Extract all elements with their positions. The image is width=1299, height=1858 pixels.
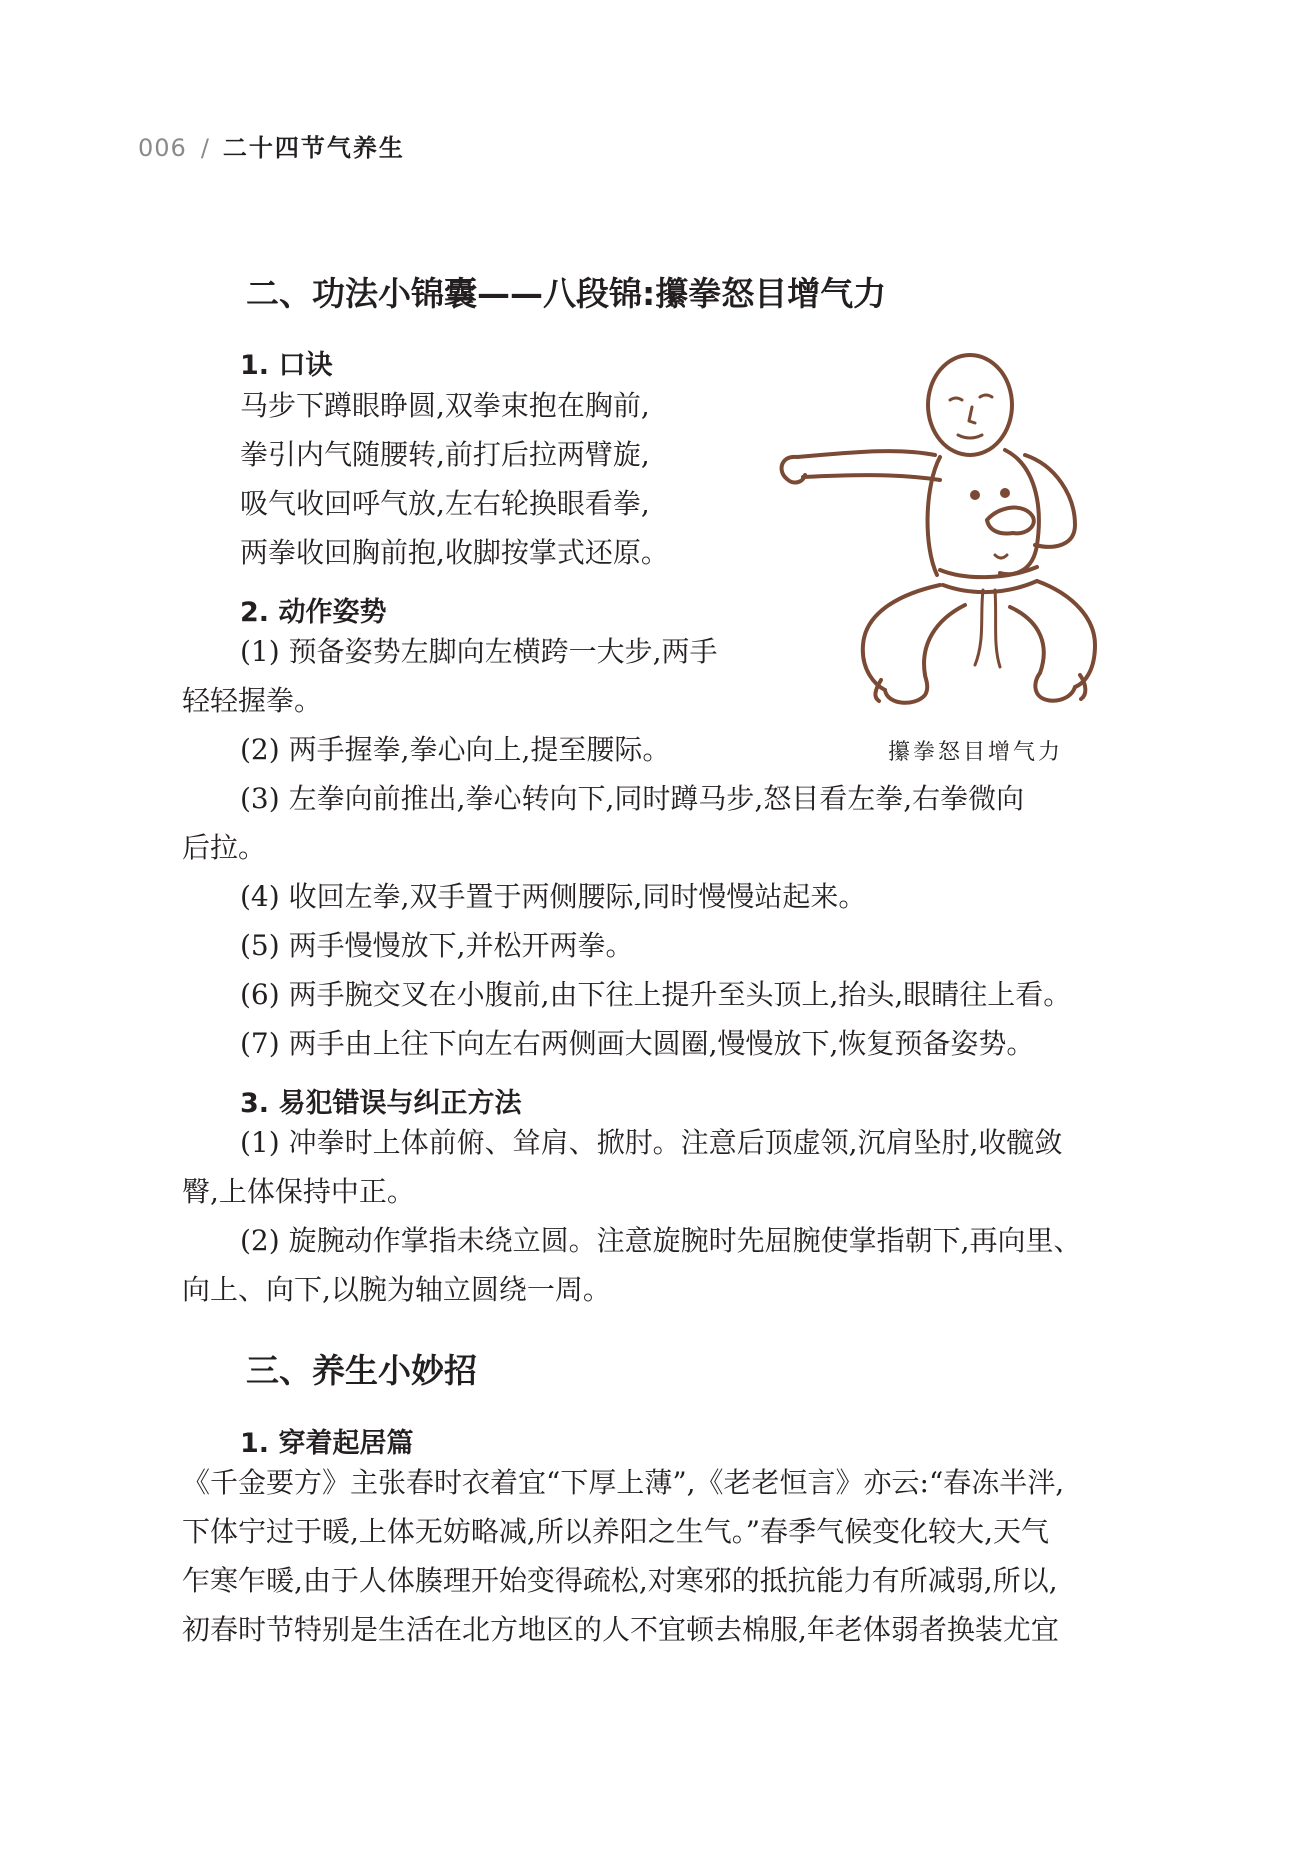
movement-step: (6) 两手腕交叉在小腹前,由下往上提升至头顶上,抬头,眼睛往上看。 [240,978,1072,1011]
error-line: (1) 冲拳时上体前俯、耸肩、掀肘。注意后顶虚领,沉肩坠肘,收髋敛 [240,1126,1063,1159]
paragraph-line: 初春时节特别是生活在北方地区的人不宜顿去棉服,年老体弱者换装尤宜 [182,1613,1059,1646]
subheading-errors: 3. 易犯错误与纠正方法 [240,1088,522,1119]
error-line: 向上、向下,以腕为轴立圆绕一周。 [182,1273,611,1306]
movement-step: (3) 左拳向前推出,拳心转向下,同时蹲马步,怒目看左拳,右拳微向 [240,782,1025,815]
subheading-clothing: 1. 穿着起居篇 [240,1428,414,1459]
movement-step: 后拉。 [182,831,267,864]
paragraph-line: 乍寒乍暖,由于人体腠理开始变得疏松,对寒邪的抵抗能力有所减弱,所以, [182,1564,1058,1597]
book-title: 二十四节气养生 [222,134,405,162]
figure-bent-arm [1025,455,1075,547]
subheading-movement: 2. 动作姿势 [240,597,387,628]
movement-step: (7) 两手由上往下向左右两侧画大圆圈,慢慢放下,恢复预备姿势。 [240,1027,1035,1060]
movement-step: (2) 两手握拳,拳心向上,提至腰际。 [240,733,671,766]
movement-step: (1) 预备姿势左脚向左横跨一大步,两手 [240,635,718,668]
section-title-tips: 三、养生小妙招 [246,1351,477,1390]
header-separator: / [200,134,209,162]
mnemonic-line: 拳引内气随腰转,前打后拉两臂旋, [240,438,650,471]
movement-step: (4) 收回左拳,双手置于两侧腰际,同时慢慢站起来。 [240,880,867,913]
subheading-mnemonic: 1. 口诀 [240,350,333,381]
figure-caption: 攥拳怒目增气力 [888,740,1064,765]
paragraph-line: 《千金要方》主张春时衣着宜“下厚上薄”,《老老恒言》亦云:“春冻半泮, [182,1466,1065,1499]
paragraph-line: 下体宁过于暖,上体无妨略减,所以养阳之生气。”春季气候变化较大,天气 [182,1515,1050,1548]
figure-head [928,355,1012,455]
page-number: 006 [138,134,187,162]
section-title-exercise: 二、功法小锦囊——八段锦:攥拳怒目增气力 [246,274,887,313]
error-line: (2) 旋腕动作掌指未绕立圆。注意旋腕时先屈腕使掌指朝下,再向里、 [240,1224,1082,1257]
mnemonic-line: 马步下蹲眼睁圆,双拳束抱在胸前, [240,389,650,422]
mnemonic-line: 吸气收回呼气放,左右轮换眼看拳, [240,487,650,520]
mnemonic-line: 两拳收回胸前抱,收脚按掌式还原。 [240,536,669,569]
movement-step: 轻轻握拳。 [182,684,323,717]
figure-extended-arm [797,451,935,457]
exercise-figure-illustration [775,345,1115,715]
running-header [138,128,405,163]
error-line: 臀,上体保持中正。 [182,1175,415,1208]
movement-step: (5) 两手慢慢放下,并松开两拳。 [240,929,634,962]
figure-right-leg [1037,581,1095,687]
